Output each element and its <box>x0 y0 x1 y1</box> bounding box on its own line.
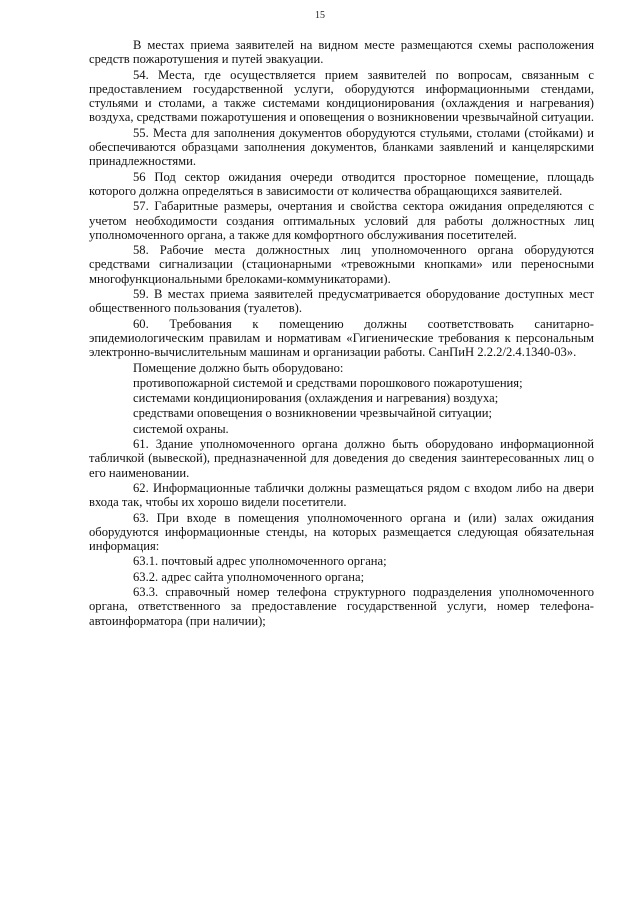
paragraph-58: 58. Рабочие места должностных лиц уполномоченного органа оборудуются средствами сигнализации (стационарными «тревожными кнопками» или переносными многофункциональными брелоками-коммуникаторами). <box>89 243 594 286</box>
paragraph-54: 54. Места, где осуществляется прием заявителей по вопросам, связанным с предоставлением государственной услуги, оборудуются информационными стендами, стульями и столами, а также системами кондиционирования (охлаждения и нагревания) воздуха, средствами пожаротушения и оповещения о возникновении чрезвычайной ситуации. <box>89 67 594 125</box>
paragraph-60: 60. Требования к помещению должны соответствовать санитарно-эпидемиологическим правилам и нормативам «Гигиенические требования к персональным электронно-вычислительным машинам и организации работы. СанПиН 2.2.2/2.4.1340-03». <box>89 316 594 360</box>
paragraph-63-3: 63.3. справочный номер телефона структурного подразделения уполномоченного органа, ответственного за предоставление государственной услуги, номер телефона-автоинформатора (при наличии); <box>89 584 594 628</box>
paragraph-61: 61. Здание уполномоченного органа должно быть оборудовано информационной табличкой (вывеской), предназначенной для доведения до сведения заинтересованных лиц о его наименовании. <box>89 437 594 480</box>
paragraph-56: 56 Под сектор ожидания очереди отводится просторное помещение, площадь которого должна определяться в зависимости от количества обращающихся заявителей. <box>89 169 594 198</box>
paragraph-equipment-intro: Помещение должно быть оборудовано: <box>133 360 344 375</box>
paragraph-evacuation-schemes: В местах приема заявителей на видном месте размещаются схемы расположения средств пожаротушения и путей эвакуации. <box>89 38 594 67</box>
paragraph-63: 63. При входе в помещения уполномоченного органа и (или) залах ожидания оборудуются информационные стенды, на которых размещается следующая обязательная информация: <box>89 510 594 554</box>
paragraph-63-1: 63.1. почтовый адрес уполномоченного органа; <box>133 554 387 569</box>
document-body <box>89 38 594 629</box>
paragraph-57: 57. Габаритные размеры, очертания и свойства сектора ожидания определяются с учетом необходимости создания оптимальных условий для работы должностных лиц уполномоченного органа, а также для комфортного обслуживания посетителей. <box>89 199 594 242</box>
page-number: 15 <box>315 10 325 21</box>
list-item-fire-system: противопожарной системой и средствами порошкового пожаротушения; <box>133 375 523 390</box>
paragraph-55: 55. Места для заполнения документов оборудуются стульями, столами (стойками) и обеспечиваются образцами заполнения документов, бланками заявлений и канцелярскими принадлежностями. <box>89 125 594 169</box>
list-item-emergency-alert: средствами оповещения о возникновении чрезвычайной ситуации; <box>133 406 493 421</box>
list-item-security-system: системой охраны. <box>133 421 229 436</box>
paragraph-63-2: 63.2. адрес сайта уполномоченного органа; <box>133 569 365 584</box>
paragraph-62: 62. Информационные таблички должны размещаться рядом с входом либо на двери входа так, чтобы их хорошо видели посетители. <box>89 480 594 510</box>
list-item-air-conditioning: системами кондиционирования (охлаждения и нагревания) воздуха; <box>133 391 499 406</box>
paragraph-59: 59. В местах приема заявителей предусматривается оборудование доступных мест общественного пользования (туалетов). <box>89 287 594 316</box>
